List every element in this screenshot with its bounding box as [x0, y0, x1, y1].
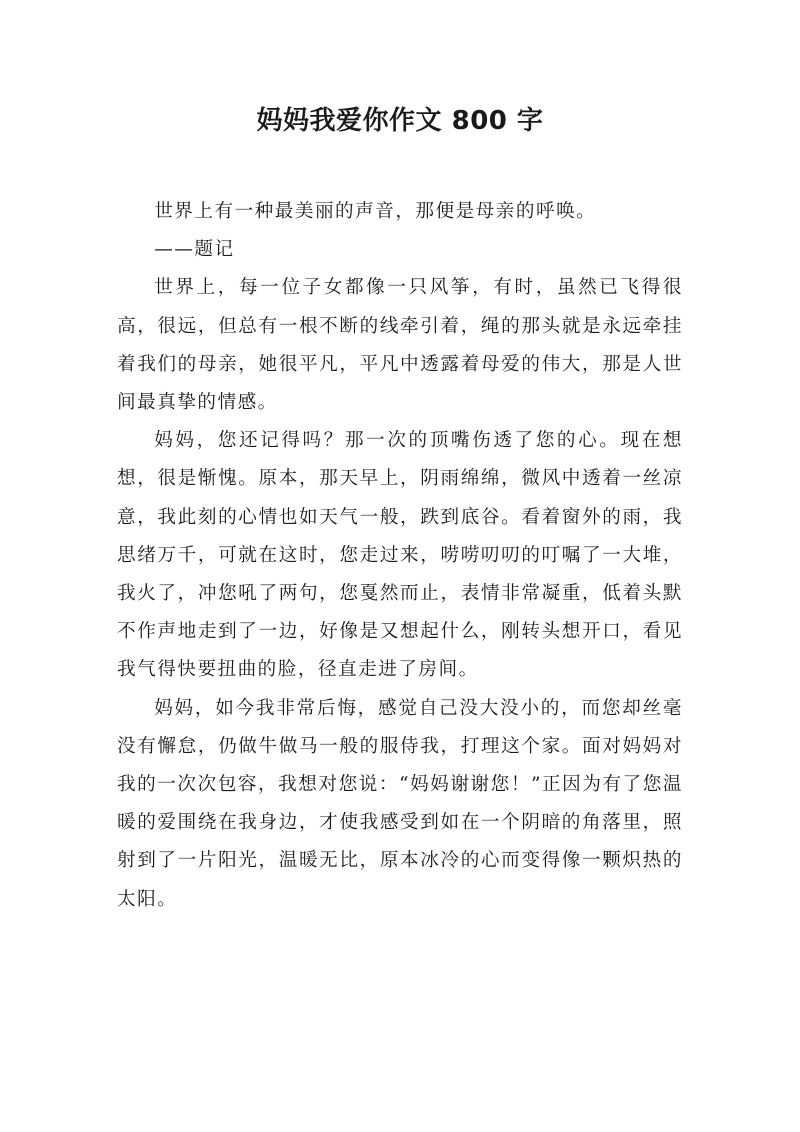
epigraph-line: 世界上有一种最美丽的声音，那便是母亲的呼唤。: [154, 201, 597, 222]
epigraph-attribution: ——题记: [154, 239, 235, 261]
paragraph-3: 妈妈，如今我非常后悔，感觉自己没大没小的，而您却丝毫没有懈怠，仍做牛做马一般的服侍我，打理这个家。面对妈妈对我的一次次包容，我想对您说：“妈妈谢谢您！”正因为有了您温暖的爱围绕在我身边，才使我感受到如在一个阴暗的角落里，照射到了一片阳光，温暖无比，原本冰冷的心而变得像一颗炽热的太阳。: [117, 697, 683, 910]
document-title: 妈妈我爱你作文 800 字: [256, 106, 544, 136]
essay-body: [117, 193, 683, 919]
paragraph-1: 世界上，每一位子女都像一只风筝，有时，虽然已飞得很高，很远，但总有一根不断的线牵引着，绳的那头就是永远牵挂着我们的母亲，她很平凡，平凡中透露着母爱的伟大，那是人世间最真挚的情感。: [117, 277, 683, 414]
paragraph-2: 妈妈，您还记得吗？那一次的顶嘴伤透了您的心。现在想想，很是惭愧。原本，那天早上，阴雨绵绵，微风中透着一丝凉意，我此刻的心情也如天气一般，跌到底谷。看着窗外的雨，我思绪万千，可就在这时，您走过来，唠唠叨叨的叮嘱了一大堆，我火了，冲您吼了两句，您戛然而止，表情非常凝重，低着头默不作声地走到了一边，好像是又想起什么，刚转头想开口，看见我气得快要扭曲的脸，径直走进了房间。: [117, 430, 683, 681]
